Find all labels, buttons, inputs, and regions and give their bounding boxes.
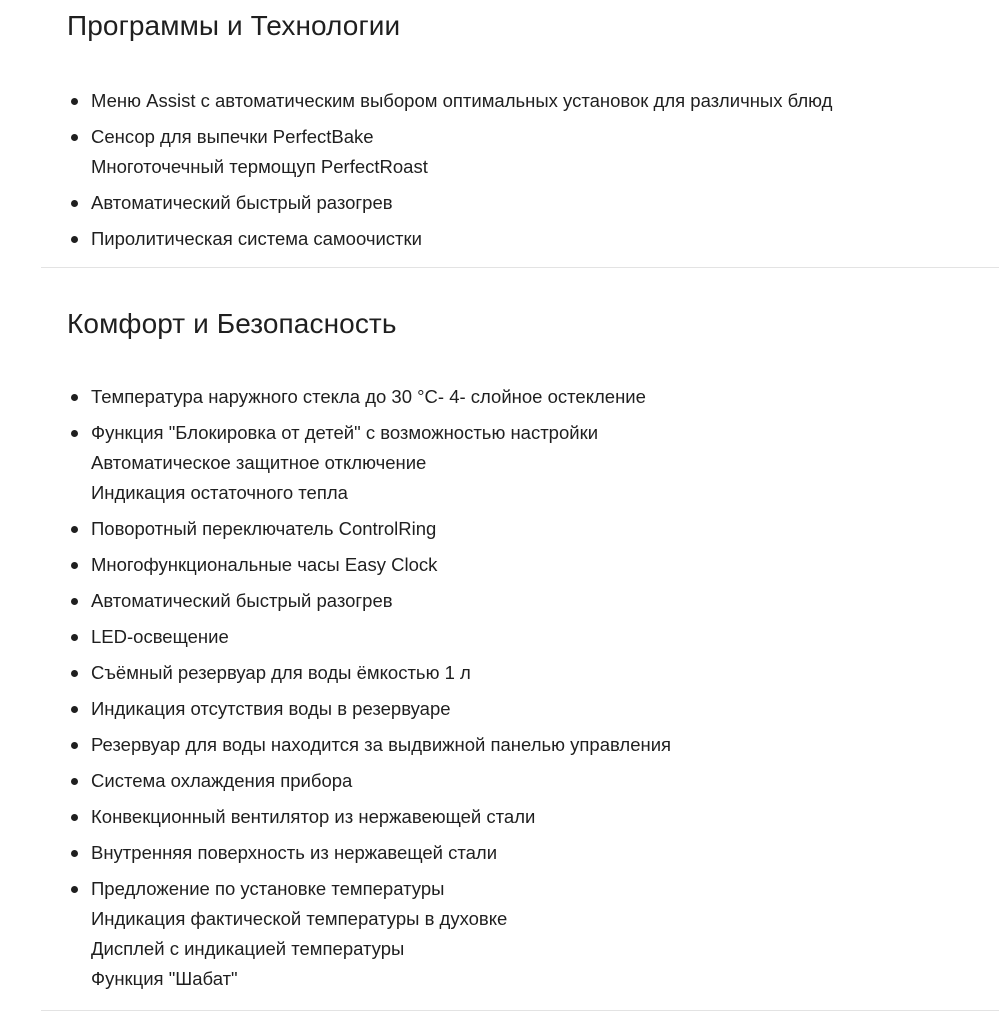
feature-item	[67, 122, 832, 182]
feature-text: Температура наружного стекла до 30 °C- 4- слойное остекление	[91, 386, 646, 407]
feature-text: Индикация отсутствия воды в резервуаре	[91, 698, 451, 719]
feature-text: Функция "Шабат"	[91, 968, 238, 989]
bullet-icon	[71, 394, 78, 401]
bullet-icon	[71, 562, 78, 569]
section-title: Программы и Технологии	[67, 10, 401, 41]
feature-item	[67, 86, 832, 116]
bullet-icon	[71, 134, 78, 141]
section-divider	[41, 1010, 999, 1011]
feature-item	[67, 838, 671, 868]
feature-item	[67, 188, 832, 218]
feature-text: Съёмный резервуар для воды ёмкостью 1 л	[91, 662, 471, 683]
feature-item	[67, 418, 671, 508]
feature-item	[67, 694, 671, 724]
feature-text: Автоматическое защитное отключение	[91, 452, 427, 473]
feature-text: Конвекционный вентилятор из нержавеющей стали	[91, 806, 536, 827]
bullet-icon	[71, 670, 78, 677]
feature-item	[67, 550, 671, 580]
section-divider	[41, 267, 999, 268]
feature-text: Система охлаждения прибора	[91, 770, 353, 791]
feature-text: LED-освещение	[91, 626, 229, 647]
bullet-icon	[71, 742, 78, 749]
feature-item	[67, 586, 671, 616]
feature-text: Многоточечный термощуп PerfectRoast	[91, 156, 428, 177]
feature-item	[67, 658, 671, 688]
feature-item	[67, 874, 671, 994]
feature-text: Поворотный переключатель ControlRing	[91, 518, 437, 539]
feature-text: Индикация остаточного тепла	[91, 482, 348, 503]
feature-text: Функция "Блокировка от детей" с возможностью настройки	[91, 422, 599, 443]
section-title: Комфорт и Безопасность	[67, 308, 397, 339]
feature-text: Предложение по установке температуры	[91, 878, 445, 899]
feature-list	[67, 86, 832, 260]
feature-text: Меню Assist с автоматическим выбором оптимальных установок для различных блюд	[91, 90, 833, 111]
feature-item	[67, 514, 671, 544]
feature-text: Индикация фактической температуры в духовке	[91, 908, 508, 929]
bullet-icon	[71, 778, 78, 785]
bullet-icon	[71, 706, 78, 713]
bullet-icon	[71, 236, 78, 243]
feature-text: Многофункциональные часы Easy Clock	[91, 554, 438, 575]
feature-item	[67, 382, 671, 412]
feature-text: Дисплей с индикацией температуры	[91, 938, 405, 959]
bullet-icon	[71, 200, 78, 207]
feature-item	[67, 730, 671, 760]
feature-text: Пиролитическая система самоочистки	[91, 228, 422, 249]
feature-text: Внутренняя поверхность из нержавещей стали	[91, 842, 498, 863]
feature-text: Резервуар для воды находится за выдвижной панелью управления	[91, 734, 672, 755]
feature-text: Сенсор для выпечки PerfectBake	[91, 126, 374, 147]
feature-item	[67, 766, 671, 796]
bullet-icon	[71, 850, 78, 857]
bullet-icon	[71, 98, 78, 105]
bullet-icon	[71, 634, 78, 641]
feature-item	[67, 224, 832, 254]
bullet-icon	[71, 814, 78, 821]
bullet-icon	[71, 430, 78, 437]
feature-item	[67, 622, 671, 652]
bullet-icon	[71, 598, 78, 605]
bullet-icon	[71, 886, 78, 893]
feature-text: Автоматический быстрый разогрев	[91, 192, 393, 213]
feature-item	[67, 802, 671, 832]
feature-list	[67, 382, 671, 1000]
bullet-icon	[71, 526, 78, 533]
feature-text: Автоматический быстрый разогрев	[91, 590, 393, 611]
